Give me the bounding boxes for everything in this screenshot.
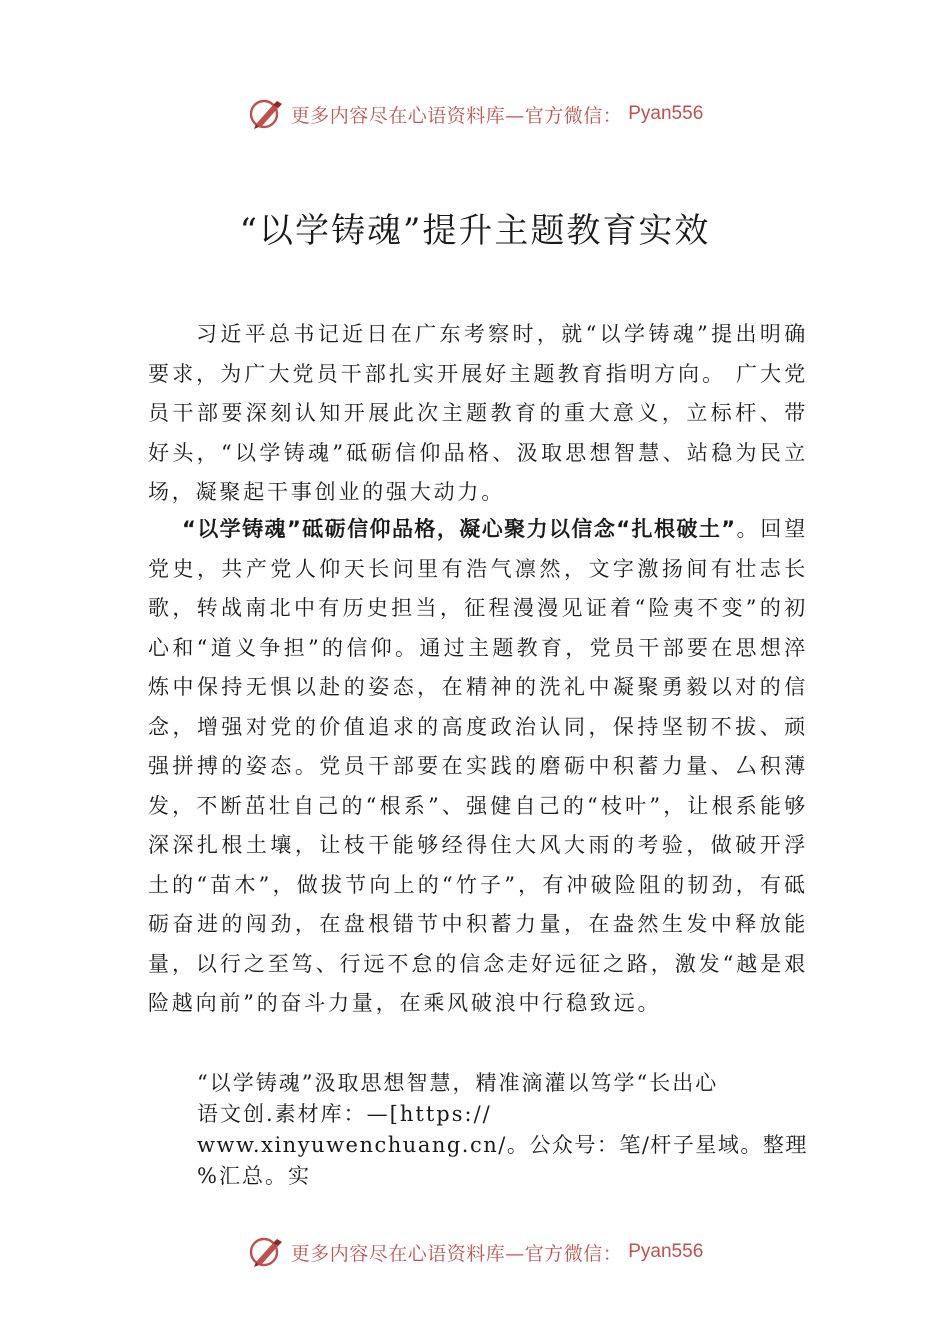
banner-wechat-id: Pyan556	[628, 103, 704, 124]
paragraph-3	[197, 1068, 827, 1192]
paragraph-3-line: “以学铸魂”汲取思想智慧，精准滴灌以笃学“长出心	[197, 1071, 719, 1095]
banner-text: 更多内容尽在心语资料库—官方微信：	[290, 1242, 623, 1265]
document-title: “以学铸魂”提升主题教育实效	[239, 211, 711, 251]
pen-logo-icon	[247, 96, 287, 132]
paragraph-2-body: 。回望党史，共产党人仰天长问里有浩气凛然，文字激扬间有壮志长歌，转战南北中有历史担当，征程漫漫见证着“险夷不变”的初心和“道义争担”的信仰。通过主题教育，党员干部要在思想淬炼中保持无惧以赴的姿态，在精神的洗礼中凝聚勇毅以对的信念，增强对党的价值追求的高度政治认同，保持坚韧不拔、顽强拼搏的姿态。党员干部要在实践的磨砺中积蓄力量、厶积薄发，不断茁壮自己的“根系”、强健自己的“枝叶”，让根系能够深深扎根土壤，让枝干能够经得住大风大雨的考验，做破开浮土的“苗木”，做拔节向上的“竹子”，有冲破险阻的韧劲，有砥砺奋进的闯劲，在盘根错节中积蓄力量，在盎然生发中释放能量，以行之至笃、行远不怠的信念走好远征之路，激发“越是艰险越向前”的奋斗力量，在乘风破浪中行稳致远。	[148, 517, 808, 1015]
banner-text: 更多内容尽在心语资料库—官方微信：	[290, 104, 623, 127]
paragraph-3-line: www.xinyuwenchuang.cn/。公众号：笔/杆子星域。整理	[197, 1133, 808, 1157]
paragraph-3-line: 语文创.素材库：—[https://	[197, 1102, 492, 1126]
paragraph-3-line: %汇总。实	[197, 1164, 311, 1188]
footer-watermark-banner	[0, 1232, 950, 1272]
pen-logo-icon	[247, 1234, 287, 1270]
banner-wechat-id: Pyan556	[628, 1241, 704, 1262]
paragraph-2	[148, 510, 808, 1024]
paragraph-1: 习近平总书记近日在广东考察时，就“以学铸魂”提出明确要求，为广大党员干部扎实开展好主题教育指明方向。 广大党员干部要深刻认知开展此次主题教育的重大意义，立标杆、带好头，“以学铸魂”砥砺信仰品格、汲取思想智慧、站稳为民立场，凝聚起干事创业的强大动力。	[148, 322, 808, 504]
header-watermark-banner	[0, 94, 950, 134]
paragraph-2-lead: “以学铸魂”砥砺信仰品格，凝心聚力以信念“扎根破土”	[182, 517, 737, 541]
